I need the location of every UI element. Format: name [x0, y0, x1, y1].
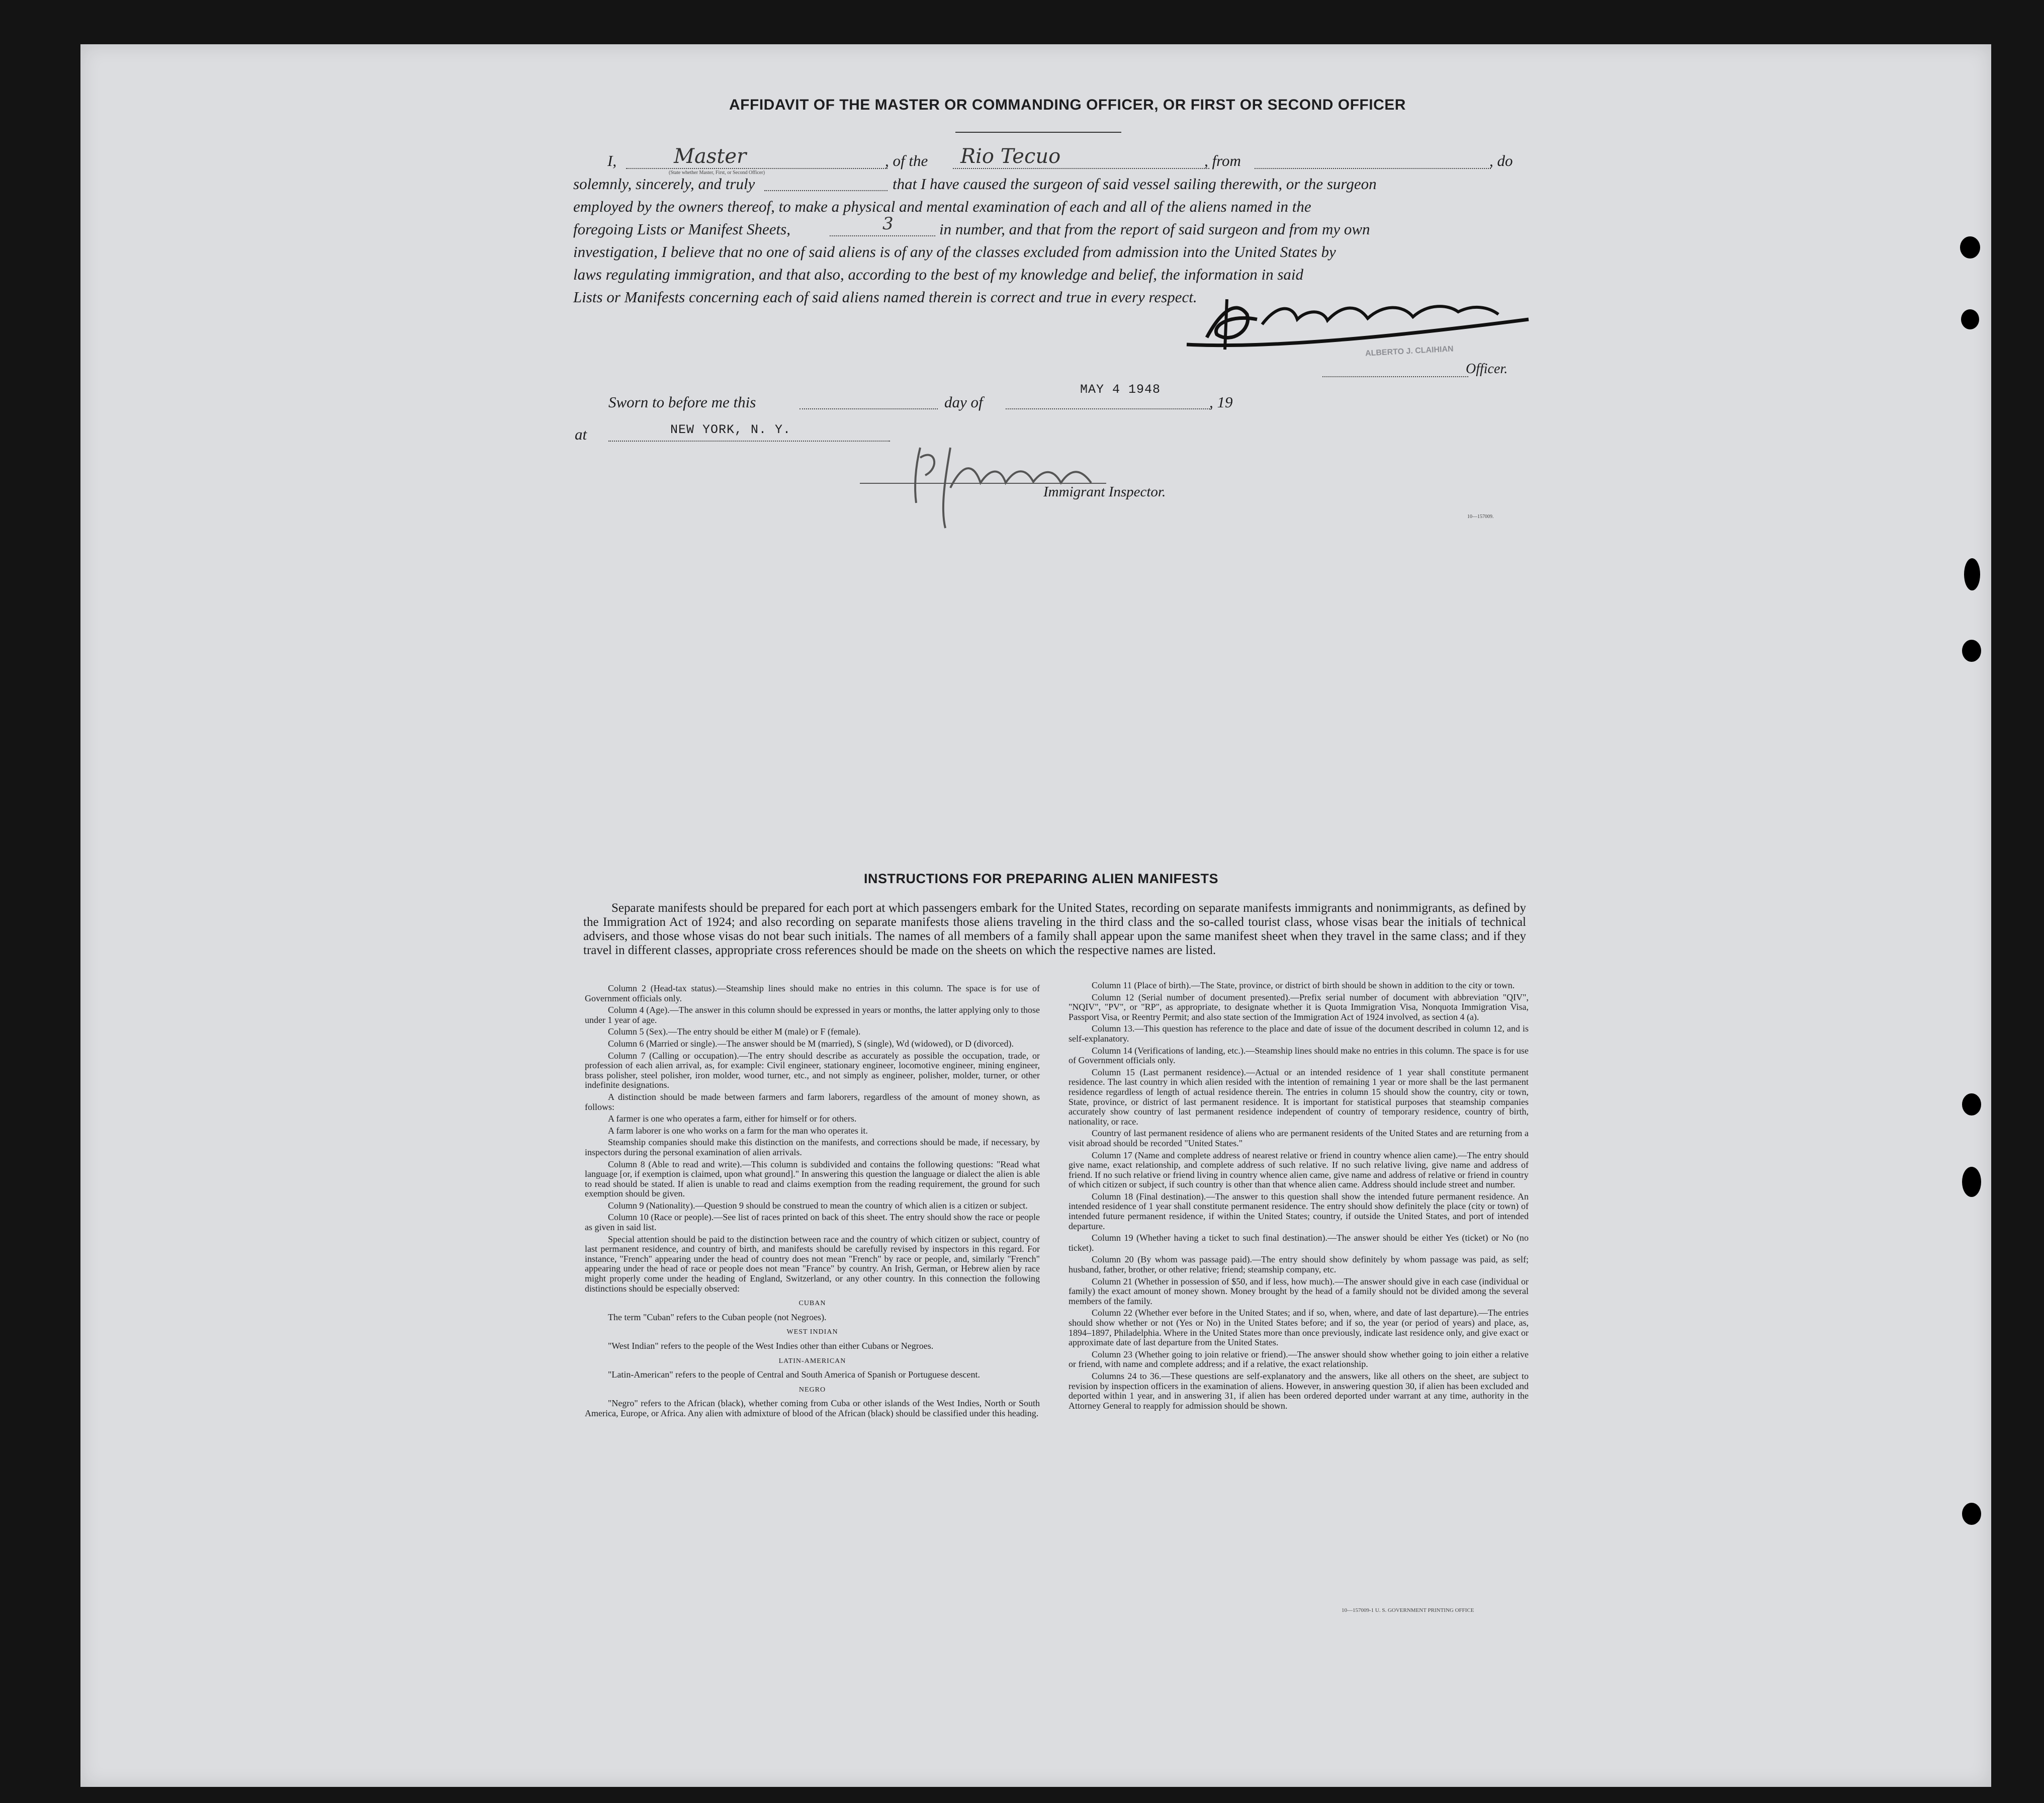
- right-para: Column 20 (By whom was passage paid).—The entry should show definitely by whom passage was paid, as self; husband, father, brother, or other relative; friend; steamship company, etc.: [1069, 1254, 1529, 1275]
- right-para: Column 23 (Whether going to join relative or friend).—The answer should show whether going to join either a relative or friend, with name and complete address; and if a relative, the exact relationship.: [1069, 1349, 1529, 1369]
- latin-text: "Latin-American" refers to the people of Central and South America of Spanish or Portuguese descent.: [608, 1369, 980, 1380]
- instructions-intro: Separate manifests should be prepared for each port at which passengers embark for the United States, recording on separate manifests immigrants and nonimmigrants, as defined by the Immigration Act of 1924; and also recording on separate manifests those aliens traveling in the third class and the so-called tourist class, whose visas bear the initials of technical advisers, and those whose visas do not bear such initials. The names of all members of a family shall appear upon the same manifest sheet when they travel in the same class; and if they travel in different classes, appropriate cross references should be made on the sheets on which the respective names are listed.: [583, 901, 1526, 957]
- instructions-right-column: [1069, 981, 1529, 1612]
- binder-hole: [1962, 640, 1981, 662]
- right-para: Country of last permanent residence of aliens who are permanent residents of the United States and are returning from a visit abroad should be recorded "United States.": [1069, 1128, 1529, 1148]
- affidavit-line6: laws regulating immigration, and that also, according to the best of my knowledge and belief, the information in said: [573, 266, 1304, 283]
- instructions-left-column: [585, 984, 1040, 1612]
- right-para: Column 17 (Name and complete address of nearest relative or friend in country whence alien came).—The entry should give name, exact relationship, and complete address of such relative. If no such relative living, give name and address of friend. If no such relative or friend living in country whence alien came, give name and address of relative or friend in country of which citizen or subject, if such country is other than that whence alien came. Address should include street and number.: [1069, 1150, 1529, 1190]
- rank-note: (State whether Master, First, or Second Officer): [669, 170, 765, 176]
- affidavit-line7: Lists or Manifests concerning each of said aliens named therein is correct and true in every respect.: [573, 288, 1197, 306]
- right-para: Column 18 (Final destination).—The answer to this question shall show the intended future permanent residence. An intended residence of 1 year shall constitute permanent residence. The entry should show definitely the place (city or town) of intended future permanent residence, if within the United States; country, if outside the United States, and port of intended departure.: [1069, 1191, 1529, 1231]
- right-para: Columns 24 to 36.—These questions are self-explanatory and the answers, like all others on the sheet, are subject to revision by inspection officers in the examination of aliens. However, in answering question 30, if alien has been excluded and deported within 1 year, and in answering 31, if alien has been ordered deported under warrant at any time, authority in the Attorney General to reapply for admission should be shown.: [1069, 1370, 1529, 1411]
- rank-underline: [626, 168, 887, 169]
- left-para: Special attention should be paid to the distinction between race and the country of which citizen or subject, country of last permanent residence, and country of birth, and manifests should be carefully revised by inspectors in this regard. For instance, "French" appearing under the head of country does not mean "French" by race or people, and, similarly "French" appearing under the head of race or people does not mean "France" by country. An Irish, German, or Hebrew alien by race might properly come under the heading of England, Switzerland, or any other country. In this connection the following distinctions should be especially observed:: [585, 1234, 1040, 1294]
- right-para: Column 15 (Last permanent residence).—Actual or an intended residence of 1 year shall constitute permanent residence. The last country in which alien resided with the intention of remaining 1 year or more shall be the last permanent residence regardless of length of actual residence therein. The entries in column 15 should show the country, city or town, State, province, or district of last permanent residence. It is important for statistical purposes that steamship companies accurately show country of last permanent residence independent of country of temporary residence, country of birth, nationality, or race.: [1069, 1067, 1529, 1127]
- sworn-year: , 19: [1209, 393, 1233, 411]
- left-para: Column 4 (Age).—The answer in this column should be expressed in years or months, the latter applying only to those under 1 year of age.: [585, 1005, 1040, 1025]
- w-of-the: , of the: [885, 152, 928, 169]
- location: NEW YORK, N. Y.: [670, 422, 791, 437]
- left-para: Column 5 (Sex).—The entry should be either M (male) or F (female).: [608, 1026, 861, 1037]
- sworn-date: MAY 4 1948: [1080, 382, 1161, 397]
- binder-hole: [1961, 309, 1979, 329]
- left-para: Column 10 (Race or people).—See list of races printed on back of this sheet. The entry should show the race or people as given in said list.: [585, 1212, 1040, 1233]
- sworn-label: Sworn to before me this: [608, 393, 756, 411]
- left-para: Column 2 (Head-tax status).—Steamship lines should make no entries in this column. The space is for use of Government officials only.: [585, 984, 1040, 1003]
- sheets-underline: [830, 235, 935, 236]
- title-rule: [955, 132, 1121, 133]
- right-para: Column 11 (Place of birth).—The State, province, or district of birth should be shown in addition to the city or town.: [1092, 981, 1515, 990]
- at-label: at: [575, 425, 587, 443]
- left-para: Column 9 (Nationality).—Question 9 should be construed to mean the country of which alien is a citizen or subject.: [608, 1200, 1028, 1211]
- heading-latin-american: LATIN-AMERICAN: [778, 1357, 846, 1365]
- left-para: A farm laborer is one who works on a farm for the man who operates it.: [608, 1125, 868, 1136]
- binder-hole: [1962, 1167, 1981, 1197]
- right-para: Column 21 (Whether in possession of $50, and if less, how much).—The answer should give in each case (individual or family) the exact amount of money shown. Money brought by the head of a family should not be divided among the several members of the family.: [1069, 1276, 1529, 1306]
- sworn-day-label: day of: [944, 393, 983, 411]
- right-para: Column 19 (Whether having a ticket to such final destination).—The answer should be either Yes (ticket) or No (no ticket).: [1069, 1233, 1529, 1253]
- sheet-count: 3: [882, 214, 894, 234]
- officer-stamp: ALBERTO J. CLAIHIAN: [1365, 345, 1454, 358]
- printing-office-footer: 10—157009-1 U. S. GOVERNMENT PRINTING OFFICE: [1342, 1607, 1474, 1613]
- binder-hole: [1962, 1503, 1981, 1525]
- affidavit-line5: investigation, I believe that no one of said aliens is of any of the classes excluded from admission into the United States by: [573, 243, 1336, 261]
- inspector-label: Immigrant Inspector.: [1043, 484, 1166, 500]
- binder-hole: [1962, 1093, 1981, 1115]
- negro-text: "Negro" refers to the African (black), whether coming from Cuba or other islands of the West Indies, North or South America, Europe, or Africa. Any alien with admixture of blood of the African (black) should be classified under this heading.: [585, 1398, 1040, 1418]
- right-para: Column 12 (Serial number of document presented).—Prefix serial number of document with abbreviation "QIV", "NQIV", "PV", or "RP", as appropriate, to designate whether it is Quota Immigration Visa, Nonquota Immigration Visa, Passport Visa, or Reentry Permit; and also state section of the Immigration Act of 1924 involved, as section 4 (a).: [1069, 992, 1529, 1022]
- heading-cuban: CUBAN: [798, 1300, 826, 1308]
- cuban-text: The term "Cuban" refers to the Cuban people (not Negroes).: [608, 1312, 827, 1322]
- location-underline: [608, 441, 890, 442]
- left-para: Column 6 (Married or single).—The answer should be M (married), S (single), Wd (widowed), or D (divorced).: [608, 1038, 1014, 1049]
- w-do: , do: [1489, 152, 1513, 169]
- officer-label: Officer.: [1466, 361, 1508, 377]
- left-para: Steamship companies should make this distinction on the manifests, and corrections should be made, if necessary, by inspectors during the personal examination of alien arrivals.: [585, 1137, 1040, 1157]
- sworn-date-underline: [1006, 408, 1212, 409]
- line2-underline: [764, 190, 887, 191]
- right-para: Column 14 (Verifications of landing, etc.).—Steamship lines should make no entries in this column. The space is for use of Government officials only.: [1069, 1045, 1529, 1066]
- officer-signature: [1177, 289, 1539, 360]
- affidavit-line4a: foregoing Lists or Manifest Sheets,: [573, 220, 790, 238]
- officer-rank: Master: [674, 145, 747, 168]
- left-para: A farmer is one who operates a farm, either for himself or for others.: [608, 1113, 857, 1124]
- heading-west-indian: WEST INDIAN: [786, 1328, 838, 1336]
- affidavit-title: AFFIDAVIT OF THE MASTER OR COMMANDING OFFICER, OR FIRST OR SECOND OFFICER: [729, 97, 1406, 113]
- left-para: Column 8 (Able to read and write).—This column is subdivided and contains the following questions: "Read what language [or, if exemption is claimed, upon what ground]." In answering this question the language or dialect the alien is able to read should be stated. If alien is unable to read and claims exemption from the reading requirement, the ground for such exemption should be given.: [585, 1159, 1040, 1199]
- w-from: , from: [1204, 152, 1241, 169]
- left-para: Column 7 (Calling or occupation).—The entry should describe as accurately as possible the occupation, trade, or profession of each alien arrival, as, for example: Civil engineer, stationary engineer, locomotive engineer, mining engineer, brass polisher, steel polisher, iron molder, wood turner, etc., and not simply as engineer, polisher, molder, turner, or other indefinite designations.: [585, 1050, 1040, 1090]
- officer-underline: [1322, 376, 1468, 377]
- affidavit-line3: employed by the owners thereof, to make a physical and mental examination of each and all of the aliens named in the: [573, 198, 1311, 215]
- affidavit-line2: solemnly, sincerely, and truly: [573, 175, 755, 193]
- right-para: Column 22 (Whether ever before in the United States; and if so, when, where, and date of last departure).—The entries should show whether or not (Yes or No) in the United States before; and if so, the year (or period of years) and place, as, 1894–1897, Philadelphia. Where in the United States more than once previously, indicate last residence only, and give exact or approximate date of last departure from the United States.: [1069, 1308, 1529, 1348]
- instructions-title: INSTRUCTIONS FOR PREPARING ALIEN MANIFESTS: [864, 871, 1219, 886]
- form-number: 10—157009.: [1467, 514, 1494, 520]
- sworn-this-underline: [799, 408, 938, 409]
- binder-hole: [1960, 236, 1980, 259]
- vessel-name: Rio Tecuo: [960, 145, 1061, 168]
- vessel-underline: [953, 168, 1209, 169]
- affidavit-line4b: in number, and that from the report of said surgeon and from my own: [939, 220, 1370, 238]
- from-underline: [1255, 168, 1491, 169]
- heading-negro: NEGRO: [798, 1386, 826, 1394]
- west-indian-text: "West Indian" refers to the people of the West Indies other than either Cubans or Negroes.: [608, 1341, 934, 1351]
- affidavit-line2b: that I have caused the surgeon of said vessel sailing therewith, or the surgeon: [893, 175, 1377, 193]
- right-para: Column 13.—This question has reference to the place and date of issue of the document described in column 12, and is self-explanatory.: [1069, 1023, 1529, 1044]
- binder-hole: [1964, 558, 1980, 590]
- w-i: I,: [607, 152, 617, 169]
- left-para: A distinction should be made between farmers and farm laborers, regardless of the amount of money shown, as follows:: [585, 1091, 1040, 1112]
